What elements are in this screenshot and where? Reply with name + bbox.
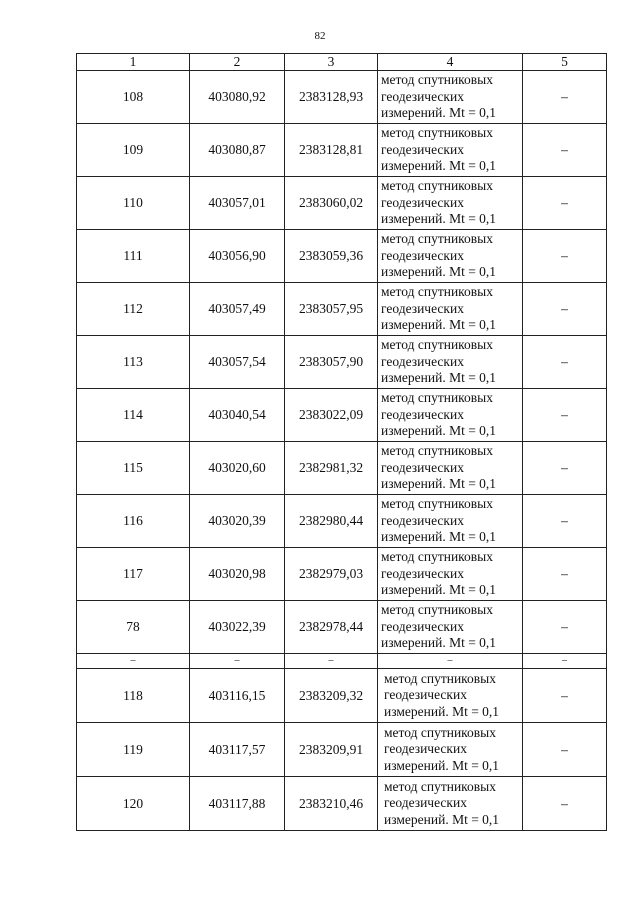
method-line: метод спутниковых	[381, 231, 493, 247]
table-row	[77, 71, 607, 124]
y-coordinate: 2383059,36	[285, 230, 378, 283]
method-cell	[378, 283, 523, 336]
method-line: метод спутниковых	[384, 778, 496, 794]
note-cell: –	[523, 669, 607, 723]
method-line: измерений. Mt = 0,1	[384, 757, 500, 773]
table-row	[77, 230, 607, 283]
method-line: геодезических	[381, 565, 464, 581]
method-line: геодезических	[381, 618, 464, 634]
method-line: метод спутниковых	[381, 72, 493, 88]
point-number: 119	[77, 723, 190, 777]
note-cell: –	[523, 71, 607, 124]
method-line: измерений. Mt = 0,1	[381, 529, 497, 545]
y-coordinate: 2382978,44	[285, 601, 378, 654]
method-line: метод спутниковых	[381, 178, 493, 194]
method-cell	[378, 548, 523, 601]
x-coordinate: 403116,15	[190, 669, 285, 723]
note-cell: –	[523, 601, 607, 654]
y-coordinate: 2382979,03	[285, 548, 378, 601]
table-row	[77, 601, 607, 654]
method-line: метод спутниковых	[381, 337, 493, 353]
method-cell	[378, 177, 523, 230]
method-line: измерений. Mt = 0,1	[381, 264, 497, 280]
method-cell	[378, 723, 523, 777]
note-cell: –	[523, 442, 607, 495]
x-coordinate: 403117,88	[190, 777, 285, 831]
x-coordinate: 403040,54	[190, 389, 285, 442]
method-line: геодезических	[381, 512, 464, 528]
separator-dash: –	[285, 654, 378, 669]
x-coordinate: 403020,98	[190, 548, 285, 601]
method-line: геодезических	[384, 687, 467, 703]
method-line: измерений. Mt = 0,1	[381, 476, 497, 492]
y-coordinate: 2382980,44	[285, 495, 378, 548]
method-line: метод спутниковых	[381, 443, 493, 459]
x-coordinate: 403057,54	[190, 336, 285, 389]
method-line: метод спутниковых	[381, 549, 493, 565]
method-line: геодезических	[381, 141, 464, 157]
method-line: измерений. Mt = 0,1	[381, 423, 497, 439]
table-row	[77, 283, 607, 336]
method-line: метод спутниковых	[384, 724, 496, 740]
method-line: метод спутниковых	[381, 496, 493, 512]
point-number: 114	[77, 389, 190, 442]
y-coordinate: 2383060,02	[285, 177, 378, 230]
method-line: измерений. Mt = 0,1	[381, 158, 497, 174]
column-header-y: 3	[285, 54, 378, 71]
method-line: измерений. Mt = 0,1	[381, 370, 497, 386]
table-row	[77, 777, 607, 831]
note-cell: –	[523, 177, 607, 230]
x-coordinate: 403020,39	[190, 495, 285, 548]
note-cell: –	[523, 336, 607, 389]
method-line: измерений. Mt = 0,1	[381, 211, 497, 227]
x-coordinate: 403056,90	[190, 230, 285, 283]
y-coordinate: 2383022,09	[285, 389, 378, 442]
method-cell	[378, 336, 523, 389]
method-line: геодезических	[381, 247, 464, 263]
table-row	[77, 442, 607, 495]
method-cell	[378, 71, 523, 124]
method-line: геодезических	[384, 741, 467, 757]
note-cell: –	[523, 495, 607, 548]
point-number: 117	[77, 548, 190, 601]
method-line: геодезических	[384, 795, 467, 811]
separator-dash: –	[523, 654, 607, 669]
y-coordinate: 2382981,32	[285, 442, 378, 495]
point-number: 113	[77, 336, 190, 389]
table-row	[77, 336, 607, 389]
method-line: геодезических	[381, 194, 464, 210]
y-coordinate: 2383057,90	[285, 336, 378, 389]
y-coordinate: 2383209,91	[285, 723, 378, 777]
method-line: измерений. Mt = 0,1	[381, 317, 497, 333]
method-cell	[378, 389, 523, 442]
x-coordinate: 403022,39	[190, 601, 285, 654]
note-cell: –	[523, 230, 607, 283]
method-line: геодезических	[381, 88, 464, 104]
method-line: геодезических	[381, 406, 464, 422]
table-row	[77, 669, 607, 723]
y-coordinate: 2383210,46	[285, 777, 378, 831]
separator-dash: –	[77, 654, 190, 669]
method-line: геодезических	[381, 459, 464, 475]
method-line: измерений. Mt = 0,1	[384, 811, 500, 827]
x-coordinate: 403117,57	[190, 723, 285, 777]
table-row	[77, 548, 607, 601]
x-coordinate: 403057,01	[190, 177, 285, 230]
y-coordinate: 2383057,95	[285, 283, 378, 336]
y-coordinate: 2383128,81	[285, 124, 378, 177]
point-number: 118	[77, 669, 190, 723]
method-cell	[378, 777, 523, 831]
point-number: 120	[77, 777, 190, 831]
table-row	[77, 723, 607, 777]
note-cell: –	[523, 124, 607, 177]
method-cell	[378, 601, 523, 654]
method-line: метод спутниковых	[381, 125, 493, 141]
note-cell: –	[523, 283, 607, 336]
column-header-note: 5	[523, 54, 607, 71]
point-number: 78	[77, 601, 190, 654]
separator-dash: –	[190, 654, 285, 669]
page-number: 82	[314, 30, 326, 42]
method-cell	[378, 230, 523, 283]
method-line: метод спутниковых	[381, 390, 493, 406]
method-line: измерений. Mt = 0,1	[381, 635, 497, 651]
note-cell: –	[523, 389, 607, 442]
note-cell: –	[523, 777, 607, 831]
point-number: 109	[77, 124, 190, 177]
column-header-point-number: 1	[77, 54, 190, 71]
method-line: метод спутниковых	[381, 284, 493, 300]
point-number: 111	[77, 230, 190, 283]
table-header-row	[77, 54, 607, 71]
point-number: 115	[77, 442, 190, 495]
column-header-method: 4	[378, 54, 523, 71]
separator-row	[77, 654, 607, 669]
note-cell: –	[523, 548, 607, 601]
y-coordinate: 2383209,32	[285, 669, 378, 723]
column-header-x: 2	[190, 54, 285, 71]
method-line: измерений. Mt = 0,1	[381, 582, 497, 598]
x-coordinate: 403057,49	[190, 283, 285, 336]
y-coordinate: 2383128,93	[285, 71, 378, 124]
x-coordinate: 403020,60	[190, 442, 285, 495]
x-coordinate: 403080,87	[190, 124, 285, 177]
method-cell	[378, 669, 523, 723]
x-coordinate: 403080,92	[190, 71, 285, 124]
method-line: измерений. Mt = 0,1	[381, 105, 497, 121]
coordinates-table	[76, 53, 607, 831]
point-number: 110	[77, 177, 190, 230]
point-number: 116	[77, 495, 190, 548]
method-cell	[378, 442, 523, 495]
point-number: 108	[77, 71, 190, 124]
method-line: метод спутниковых	[381, 602, 493, 618]
separator-dash: –	[378, 654, 523, 669]
table-row	[77, 124, 607, 177]
method-cell	[378, 495, 523, 548]
method-cell	[378, 124, 523, 177]
table-row	[77, 495, 607, 548]
method-line: геодезических	[381, 353, 464, 369]
point-number: 112	[77, 283, 190, 336]
note-cell: –	[523, 723, 607, 777]
method-line: измерений. Mt = 0,1	[384, 703, 500, 719]
table-row	[77, 177, 607, 230]
method-line: геодезических	[381, 300, 464, 316]
table-row	[77, 389, 607, 442]
method-line: метод спутниковых	[384, 670, 496, 686]
